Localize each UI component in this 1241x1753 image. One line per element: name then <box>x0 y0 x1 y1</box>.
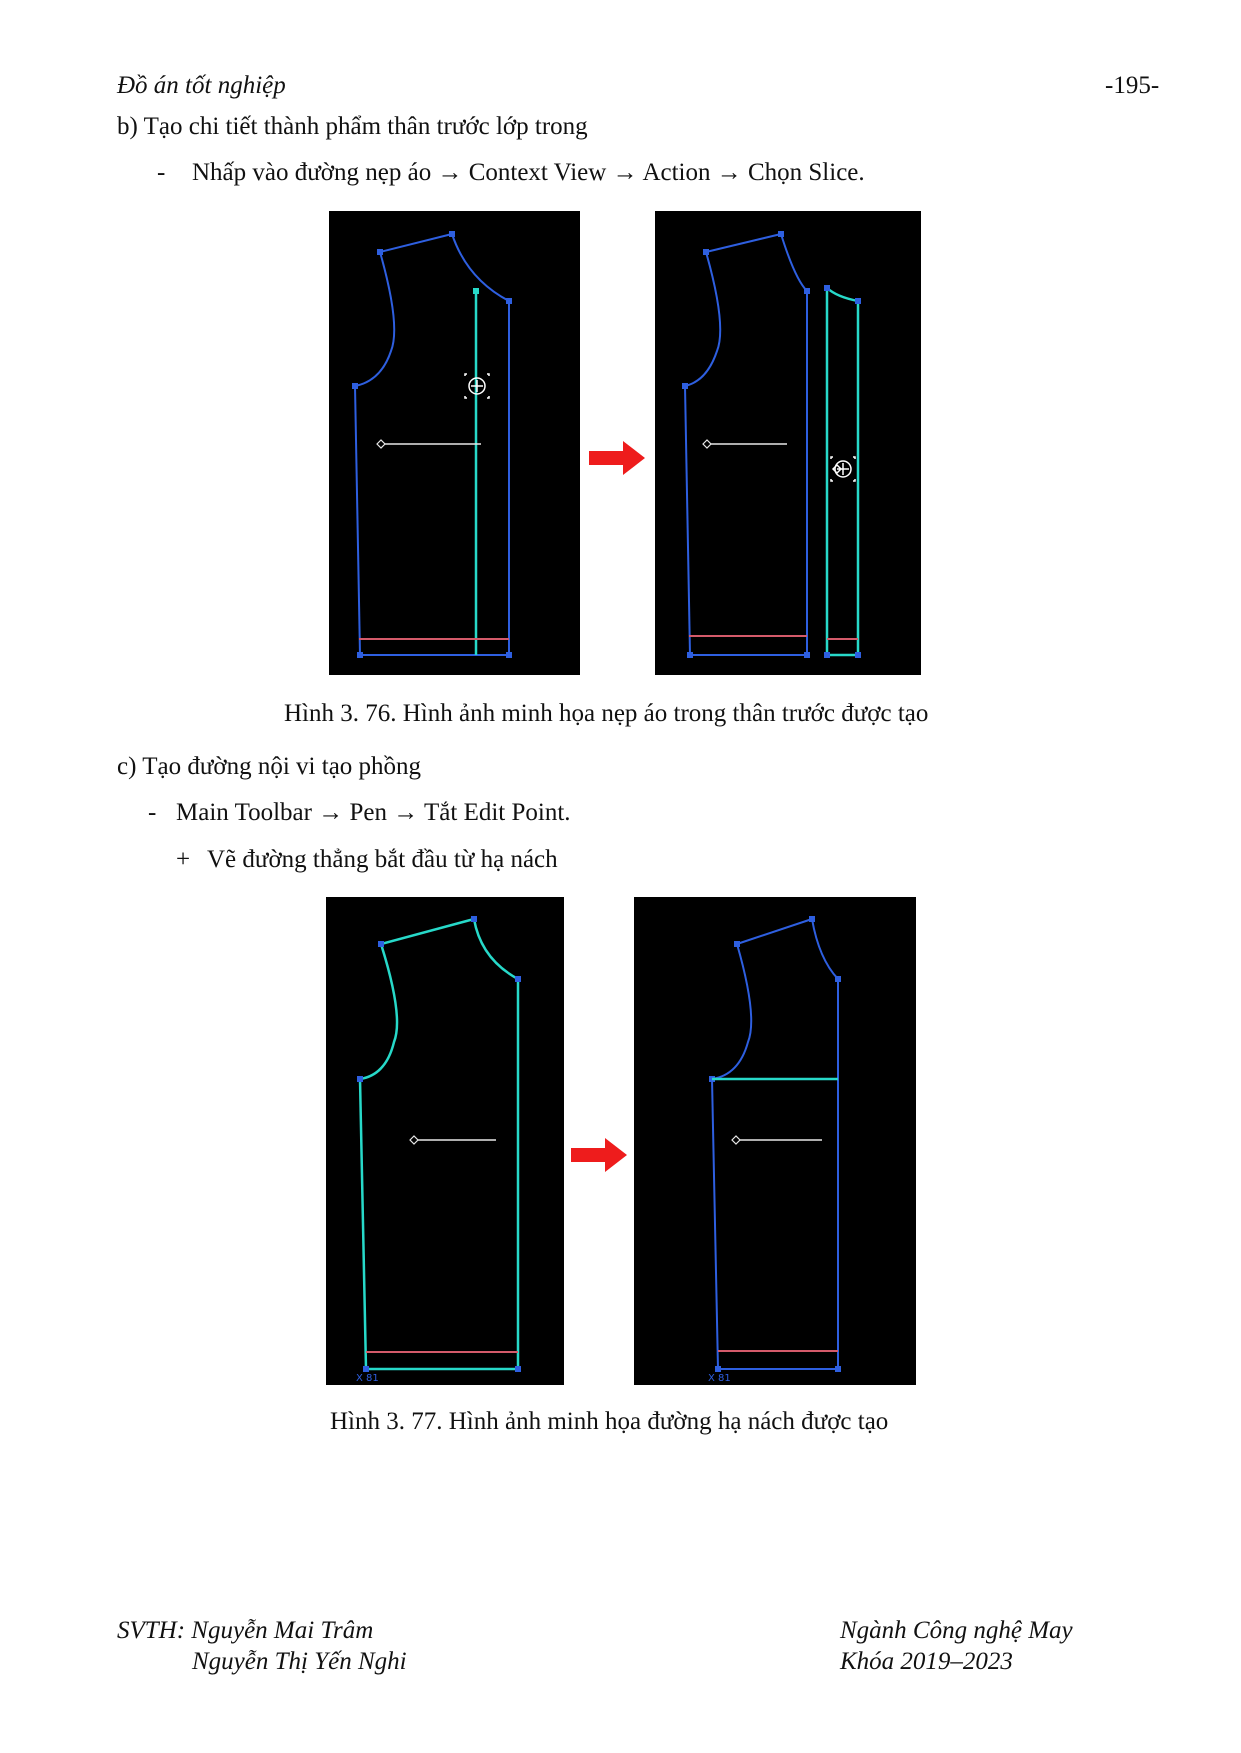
figure1-after-image <box>655 211 921 675</box>
section-c-heading: c) Tạo đường nội vi tạo phồng <box>117 753 422 780</box>
section-c-sub-marker: + <box>176 846 191 873</box>
figure2-after-image <box>634 897 916 1385</box>
figure1-before-image <box>329 211 580 675</box>
figure1-arrow <box>589 441 645 475</box>
section-b-bullet-marker: - <box>157 159 166 186</box>
section-b-heading: b) Tạo chi tiết thành phẩm thân trước lớp trong <box>117 113 588 140</box>
section-c-bullet-text: Main Toolbar → Pen → Tắt Edit Point. <box>176 799 571 826</box>
figure2-left-label: X 81 <box>356 1373 379 1384</box>
section-c-sub-text: Vẽ đường thẳng bắt đầu từ hạ nách <box>207 846 558 873</box>
footer-author-1: SVTH: Nguyễn Mai Trâm <box>117 1617 374 1644</box>
figure2-caption: Hình 3. 77. Hình ảnh minh họa đường hạ nách được tạo <box>330 1408 889 1435</box>
header-title: Đồ án tốt nghiệp <box>117 72 286 99</box>
section-c-bullet-marker: - <box>148 799 157 826</box>
figure2-right-label: X 81 <box>708 1373 731 1384</box>
section-b-bullet-text: Nhấp vào đường nẹp áo → Context View → Action → Chọn Slice. <box>192 159 865 186</box>
footer-course: Khóa 2019–2023 <box>840 1648 1013 1675</box>
figure2-before-image <box>326 897 564 1385</box>
figure2-arrow <box>571 1138 627 1172</box>
footer-author-2: Nguyễn Thị Yến Nghi <box>192 1648 407 1675</box>
figure1-caption: Hình 3. 76. Hình ảnh minh họa nẹp áo trong thân trước được tạo <box>284 700 929 727</box>
page-number: -195- <box>1105 72 1160 99</box>
footer-major: Ngành Công nghệ May <box>840 1617 1073 1644</box>
